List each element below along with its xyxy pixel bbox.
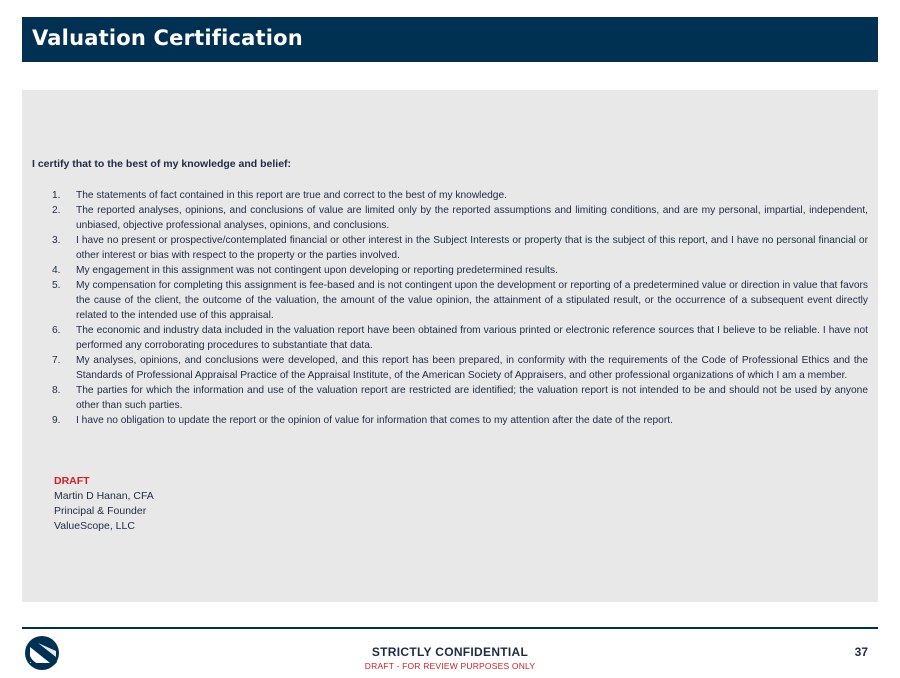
certification-item xyxy=(32,188,868,203)
item-number: 5. xyxy=(52,280,61,291)
certification-item xyxy=(32,278,868,323)
item-number: 9. xyxy=(52,415,61,426)
draft-label: DRAFT xyxy=(54,475,90,487)
footer-divider xyxy=(22,627,878,629)
title-bar xyxy=(22,17,878,62)
certification-list xyxy=(32,188,868,428)
item-text: The parties for which the information and use of the valuation report are restricted are identified; the valuation report is not intended to be and should not be used by anyone other than such parties. xyxy=(76,385,868,411)
signer-role: Principal & Founder xyxy=(54,505,147,517)
item-text: I have no present or prospective/contemplated financial or other interest in the Subject Interests or property that is the subject of this report, and I have no personal financial or other interest or bias with respect to the property or the parties involved. xyxy=(76,235,868,261)
item-text: The reported analyses, opinions, and conclusions of value are limited only by the reported assumptions and limiting conditions, and are my personal, impartial, independent, unbiased, objective professional analyses, opinions, and conclusions. xyxy=(76,205,868,231)
item-text: My compensation for completing this assignment is fee-based and is not contingent upon the development or reporting of a predetermined value or direction in value that favors the cause of the client, the outcome of the valuation, the amount of the value opinion, the attainment of a stipulated result, or the occurrence of a subsequent event directly related to the intended use of this appraisal. xyxy=(76,280,868,321)
certification-item xyxy=(32,413,868,428)
signature-block xyxy=(54,474,154,534)
certification-intro: I certify that to the best of my knowledge and belief: xyxy=(32,158,292,170)
item-text: The statements of fact contained in this report are true and correct to the best of my knowledge. xyxy=(76,190,507,201)
certification-item xyxy=(32,323,868,353)
page-title: Valuation Certification xyxy=(32,26,303,50)
item-text: The economic and industry data included in the valuation report have been obtained from various printed or electronic reference sources that I believe to be reliable. I have not performed any corroborating procedures to substantiate that data. xyxy=(76,325,868,351)
certification-item xyxy=(32,383,868,413)
confidential-label: STRICTLY CONFIDENTIAL xyxy=(371,645,529,659)
page-number: 37 xyxy=(854,645,868,659)
item-text: My analyses, opinions, and conclusions were developed, and this report has been prepared, in conformity with the requirements of the Code of Professional Ethics and the Standards of Professional Appraisal Practice of the Appraisal Institute, of the American Society of Appraisers, and other professional organizations of which I am a member. xyxy=(76,355,868,381)
item-number: 4. xyxy=(52,265,61,276)
item-number: 1. xyxy=(52,190,61,201)
certification-item xyxy=(32,233,868,263)
item-number: 7. xyxy=(52,355,61,366)
item-number: 6. xyxy=(52,325,61,336)
item-number: 3. xyxy=(52,235,61,246)
item-number: 2. xyxy=(52,205,61,216)
certification-item xyxy=(32,353,868,383)
draft-notice: DRAFT - FOR REVIEW PURPOSES ONLY xyxy=(364,661,536,671)
signer-company: ValueScope, LLC xyxy=(54,520,135,532)
item-text: My engagement in this assignment was not contingent upon developing or reporting predetermined results. xyxy=(76,265,558,276)
signer-name: Martin D Hanan, CFA xyxy=(54,490,154,502)
item-text: I have no obligation to update the report or the opinion of value for information that comes to my attention after the date of the report. xyxy=(76,415,673,426)
certification-item xyxy=(32,263,868,278)
content-panel xyxy=(22,90,878,602)
certification-item xyxy=(32,203,868,233)
item-number: 8. xyxy=(52,385,61,396)
